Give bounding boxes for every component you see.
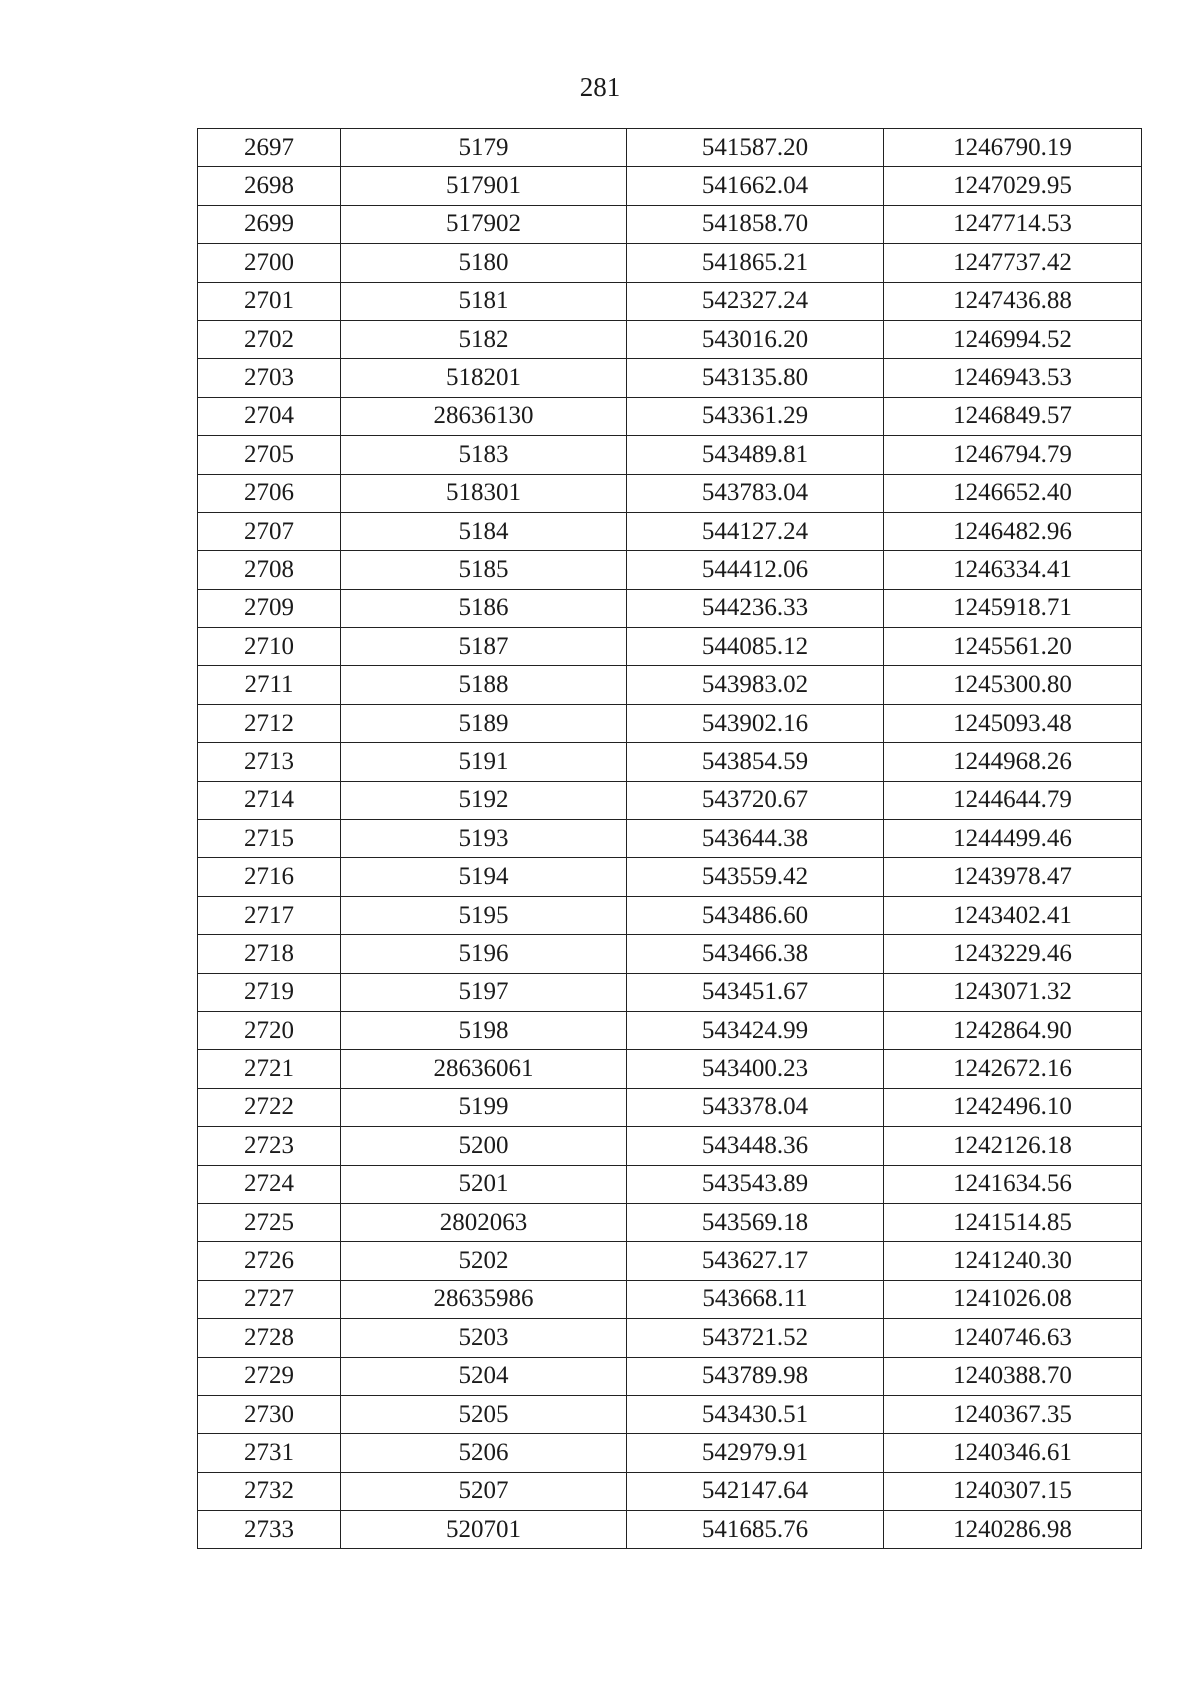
table-row [198, 167, 1142, 205]
table-row [198, 359, 1142, 397]
x-coordinate-cell: 542979.91 [627, 1434, 884, 1472]
row-index-cell: 2728 [198, 1319, 341, 1357]
row-index-cell: 2709 [198, 589, 341, 627]
x-coordinate-cell: 544236.33 [627, 589, 884, 627]
table-row [198, 781, 1142, 819]
point-id-cell: 28635986 [341, 1280, 627, 1318]
x-coordinate-cell: 542327.24 [627, 282, 884, 320]
row-index-cell: 2699 [198, 205, 341, 243]
x-coordinate-cell: 543543.89 [627, 1165, 884, 1203]
y-coordinate-cell: 1240286.98 [884, 1511, 1142, 1549]
y-coordinate-cell: 1246482.96 [884, 512, 1142, 550]
table-row [198, 1434, 1142, 1472]
table-row [198, 935, 1142, 973]
table-row [198, 666, 1142, 704]
point-id-cell: 5205 [341, 1395, 627, 1433]
point-id-cell: 5198 [341, 1011, 627, 1049]
x-coordinate-cell: 541587.20 [627, 129, 884, 167]
x-coordinate-cell: 543983.02 [627, 666, 884, 704]
row-index-cell: 2722 [198, 1088, 341, 1126]
x-coordinate-cell: 544127.24 [627, 512, 884, 550]
table-row [198, 1242, 1142, 1280]
point-id-cell: 5182 [341, 320, 627, 358]
table-row [198, 474, 1142, 512]
y-coordinate-cell: 1241634.56 [884, 1165, 1142, 1203]
y-coordinate-cell: 1246652.40 [884, 474, 1142, 512]
x-coordinate-cell: 543489.81 [627, 436, 884, 474]
point-id-cell: 5192 [341, 781, 627, 819]
x-coordinate-cell: 543016.20 [627, 320, 884, 358]
row-index-cell: 2723 [198, 1127, 341, 1165]
y-coordinate-cell: 1245300.80 [884, 666, 1142, 704]
table-row [198, 397, 1142, 435]
table-row [198, 858, 1142, 896]
row-index-cell: 2727 [198, 1280, 341, 1318]
y-coordinate-cell: 1243978.47 [884, 858, 1142, 896]
point-id-cell: 5200 [341, 1127, 627, 1165]
table-row [198, 973, 1142, 1011]
x-coordinate-cell: 543721.52 [627, 1319, 884, 1357]
table-row [198, 244, 1142, 282]
row-index-cell: 2697 [198, 129, 341, 167]
row-index-cell: 2720 [198, 1011, 341, 1049]
row-index-cell: 2726 [198, 1242, 341, 1280]
y-coordinate-cell: 1244968.26 [884, 743, 1142, 781]
x-coordinate-cell: 543627.17 [627, 1242, 884, 1280]
table-row [198, 1357, 1142, 1395]
point-id-cell: 5189 [341, 704, 627, 742]
y-coordinate-cell: 1242496.10 [884, 1088, 1142, 1126]
row-index-cell: 2714 [198, 781, 341, 819]
coordinate-table [197, 128, 1142, 1549]
row-index-cell: 2701 [198, 282, 341, 320]
row-index-cell: 2729 [198, 1357, 341, 1395]
x-coordinate-cell: 543902.16 [627, 704, 884, 742]
x-coordinate-cell: 542147.64 [627, 1472, 884, 1510]
row-index-cell: 2712 [198, 704, 341, 742]
table-row [198, 1011, 1142, 1049]
table-row [198, 1319, 1142, 1357]
row-index-cell: 2703 [198, 359, 341, 397]
point-id-cell: 5204 [341, 1357, 627, 1395]
x-coordinate-cell: 544085.12 [627, 628, 884, 666]
table-row [198, 205, 1142, 243]
y-coordinate-cell: 1247029.95 [884, 167, 1142, 205]
point-id-cell: 5186 [341, 589, 627, 627]
point-id-cell: 5191 [341, 743, 627, 781]
point-id-cell: 5180 [341, 244, 627, 282]
x-coordinate-cell: 543361.29 [627, 397, 884, 435]
y-coordinate-cell: 1245918.71 [884, 589, 1142, 627]
row-index-cell: 2705 [198, 436, 341, 474]
x-coordinate-cell: 543783.04 [627, 474, 884, 512]
x-coordinate-cell: 541858.70 [627, 205, 884, 243]
table-row [198, 704, 1142, 742]
y-coordinate-cell: 1241514.85 [884, 1203, 1142, 1241]
point-id-cell: 28636130 [341, 397, 627, 435]
point-id-cell: 5181 [341, 282, 627, 320]
point-id-cell: 28636061 [341, 1050, 627, 1088]
point-id-cell: 5183 [341, 436, 627, 474]
point-id-cell: 5201 [341, 1165, 627, 1203]
x-coordinate-cell: 544412.06 [627, 551, 884, 589]
point-id-cell: 518301 [341, 474, 627, 512]
y-coordinate-cell: 1240307.15 [884, 1472, 1142, 1510]
point-id-cell: 517901 [341, 167, 627, 205]
y-coordinate-cell: 1247737.42 [884, 244, 1142, 282]
x-coordinate-cell: 543644.38 [627, 820, 884, 858]
row-index-cell: 2711 [198, 666, 341, 704]
row-index-cell: 2702 [198, 320, 341, 358]
y-coordinate-cell: 1241026.08 [884, 1280, 1142, 1318]
y-coordinate-cell: 1240346.61 [884, 1434, 1142, 1472]
x-coordinate-cell: 541685.76 [627, 1511, 884, 1549]
table-row [198, 1511, 1142, 1549]
row-index-cell: 2731 [198, 1434, 341, 1472]
point-id-cell: 5196 [341, 935, 627, 973]
y-coordinate-cell: 1246334.41 [884, 551, 1142, 589]
y-coordinate-cell: 1246994.52 [884, 320, 1142, 358]
row-index-cell: 2715 [198, 820, 341, 858]
table-row [198, 551, 1142, 589]
table-row [198, 1165, 1142, 1203]
row-index-cell: 2706 [198, 474, 341, 512]
point-id-cell: 5203 [341, 1319, 627, 1357]
table-row [198, 1088, 1142, 1126]
y-coordinate-cell: 1245093.48 [884, 704, 1142, 742]
y-coordinate-cell: 1240367.35 [884, 1395, 1142, 1433]
point-id-cell: 5197 [341, 973, 627, 1011]
row-index-cell: 2716 [198, 858, 341, 896]
row-index-cell: 2698 [198, 167, 341, 205]
y-coordinate-cell: 1240388.70 [884, 1357, 1142, 1395]
point-id-cell: 5207 [341, 1472, 627, 1510]
x-coordinate-cell: 543451.67 [627, 973, 884, 1011]
y-coordinate-cell: 1246943.53 [884, 359, 1142, 397]
point-id-cell: 5194 [341, 858, 627, 896]
x-coordinate-cell: 543854.59 [627, 743, 884, 781]
row-index-cell: 2724 [198, 1165, 341, 1203]
x-coordinate-cell: 543430.51 [627, 1395, 884, 1433]
point-id-cell: 5193 [341, 820, 627, 858]
x-coordinate-cell: 543135.80 [627, 359, 884, 397]
table-row [198, 1127, 1142, 1165]
point-id-cell: 5202 [341, 1242, 627, 1280]
table-row [198, 896, 1142, 934]
y-coordinate-cell: 1246794.79 [884, 436, 1142, 474]
point-id-cell: 5179 [341, 129, 627, 167]
point-id-cell: 518201 [341, 359, 627, 397]
x-coordinate-cell: 543720.67 [627, 781, 884, 819]
row-index-cell: 2718 [198, 935, 341, 973]
table-row [198, 1395, 1142, 1433]
table-row [198, 628, 1142, 666]
x-coordinate-cell: 543559.42 [627, 858, 884, 896]
point-id-cell: 520701 [341, 1511, 627, 1549]
page-number: 281 [579, 72, 621, 102]
x-coordinate-cell: 543466.38 [627, 935, 884, 973]
table-row [198, 1203, 1142, 1241]
row-index-cell: 2730 [198, 1395, 341, 1433]
table-row [198, 820, 1142, 858]
row-index-cell: 2710 [198, 628, 341, 666]
row-index-cell: 2704 [198, 397, 341, 435]
point-id-cell: 517902 [341, 205, 627, 243]
row-index-cell: 2721 [198, 1050, 341, 1088]
table-row [198, 320, 1142, 358]
x-coordinate-cell: 543789.98 [627, 1357, 884, 1395]
y-coordinate-cell: 1240746.63 [884, 1319, 1142, 1357]
table-row [198, 129, 1142, 167]
x-coordinate-cell: 543378.04 [627, 1088, 884, 1126]
y-coordinate-cell: 1243229.46 [884, 935, 1142, 973]
table-row [198, 512, 1142, 550]
table-row [198, 743, 1142, 781]
table-row [198, 1280, 1142, 1318]
y-coordinate-cell: 1242672.16 [884, 1050, 1142, 1088]
x-coordinate-cell: 541662.04 [627, 167, 884, 205]
y-coordinate-cell: 1242126.18 [884, 1127, 1142, 1165]
table-body [198, 129, 1142, 1549]
x-coordinate-cell: 543448.36 [627, 1127, 884, 1165]
table-row [198, 1472, 1142, 1510]
point-id-cell: 5184 [341, 512, 627, 550]
row-index-cell: 2713 [198, 743, 341, 781]
y-coordinate-cell: 1246849.57 [884, 397, 1142, 435]
y-coordinate-cell: 1245561.20 [884, 628, 1142, 666]
y-coordinate-cell: 1241240.30 [884, 1242, 1142, 1280]
table-row [198, 436, 1142, 474]
y-coordinate-cell: 1247714.53 [884, 205, 1142, 243]
point-id-cell: 5195 [341, 896, 627, 934]
x-coordinate-cell: 543668.11 [627, 1280, 884, 1318]
x-coordinate-cell: 543569.18 [627, 1203, 884, 1241]
y-coordinate-cell: 1243402.41 [884, 896, 1142, 934]
x-coordinate-cell: 543424.99 [627, 1011, 884, 1049]
row-index-cell: 2707 [198, 512, 341, 550]
point-id-cell: 5199 [341, 1088, 627, 1126]
table-row [198, 589, 1142, 627]
row-index-cell: 2733 [198, 1511, 341, 1549]
row-index-cell: 2732 [198, 1472, 341, 1510]
point-id-cell: 5187 [341, 628, 627, 666]
row-index-cell: 2700 [198, 244, 341, 282]
y-coordinate-cell: 1247436.88 [884, 282, 1142, 320]
row-index-cell: 2717 [198, 896, 341, 934]
x-coordinate-cell: 541865.21 [627, 244, 884, 282]
row-index-cell: 2725 [198, 1203, 341, 1241]
table-row [198, 1050, 1142, 1088]
x-coordinate-cell: 543400.23 [627, 1050, 884, 1088]
point-id-cell: 5206 [341, 1434, 627, 1472]
point-id-cell: 5188 [341, 666, 627, 704]
row-index-cell: 2719 [198, 973, 341, 1011]
y-coordinate-cell: 1242864.90 [884, 1011, 1142, 1049]
y-coordinate-cell: 1243071.32 [884, 973, 1142, 1011]
point-id-cell: 5185 [341, 551, 627, 589]
y-coordinate-cell: 1244499.46 [884, 820, 1142, 858]
y-coordinate-cell: 1246790.19 [884, 129, 1142, 167]
point-id-cell: 2802063 [341, 1203, 627, 1241]
y-coordinate-cell: 1244644.79 [884, 781, 1142, 819]
table-row [198, 282, 1142, 320]
row-index-cell: 2708 [198, 551, 341, 589]
x-coordinate-cell: 543486.60 [627, 896, 884, 934]
